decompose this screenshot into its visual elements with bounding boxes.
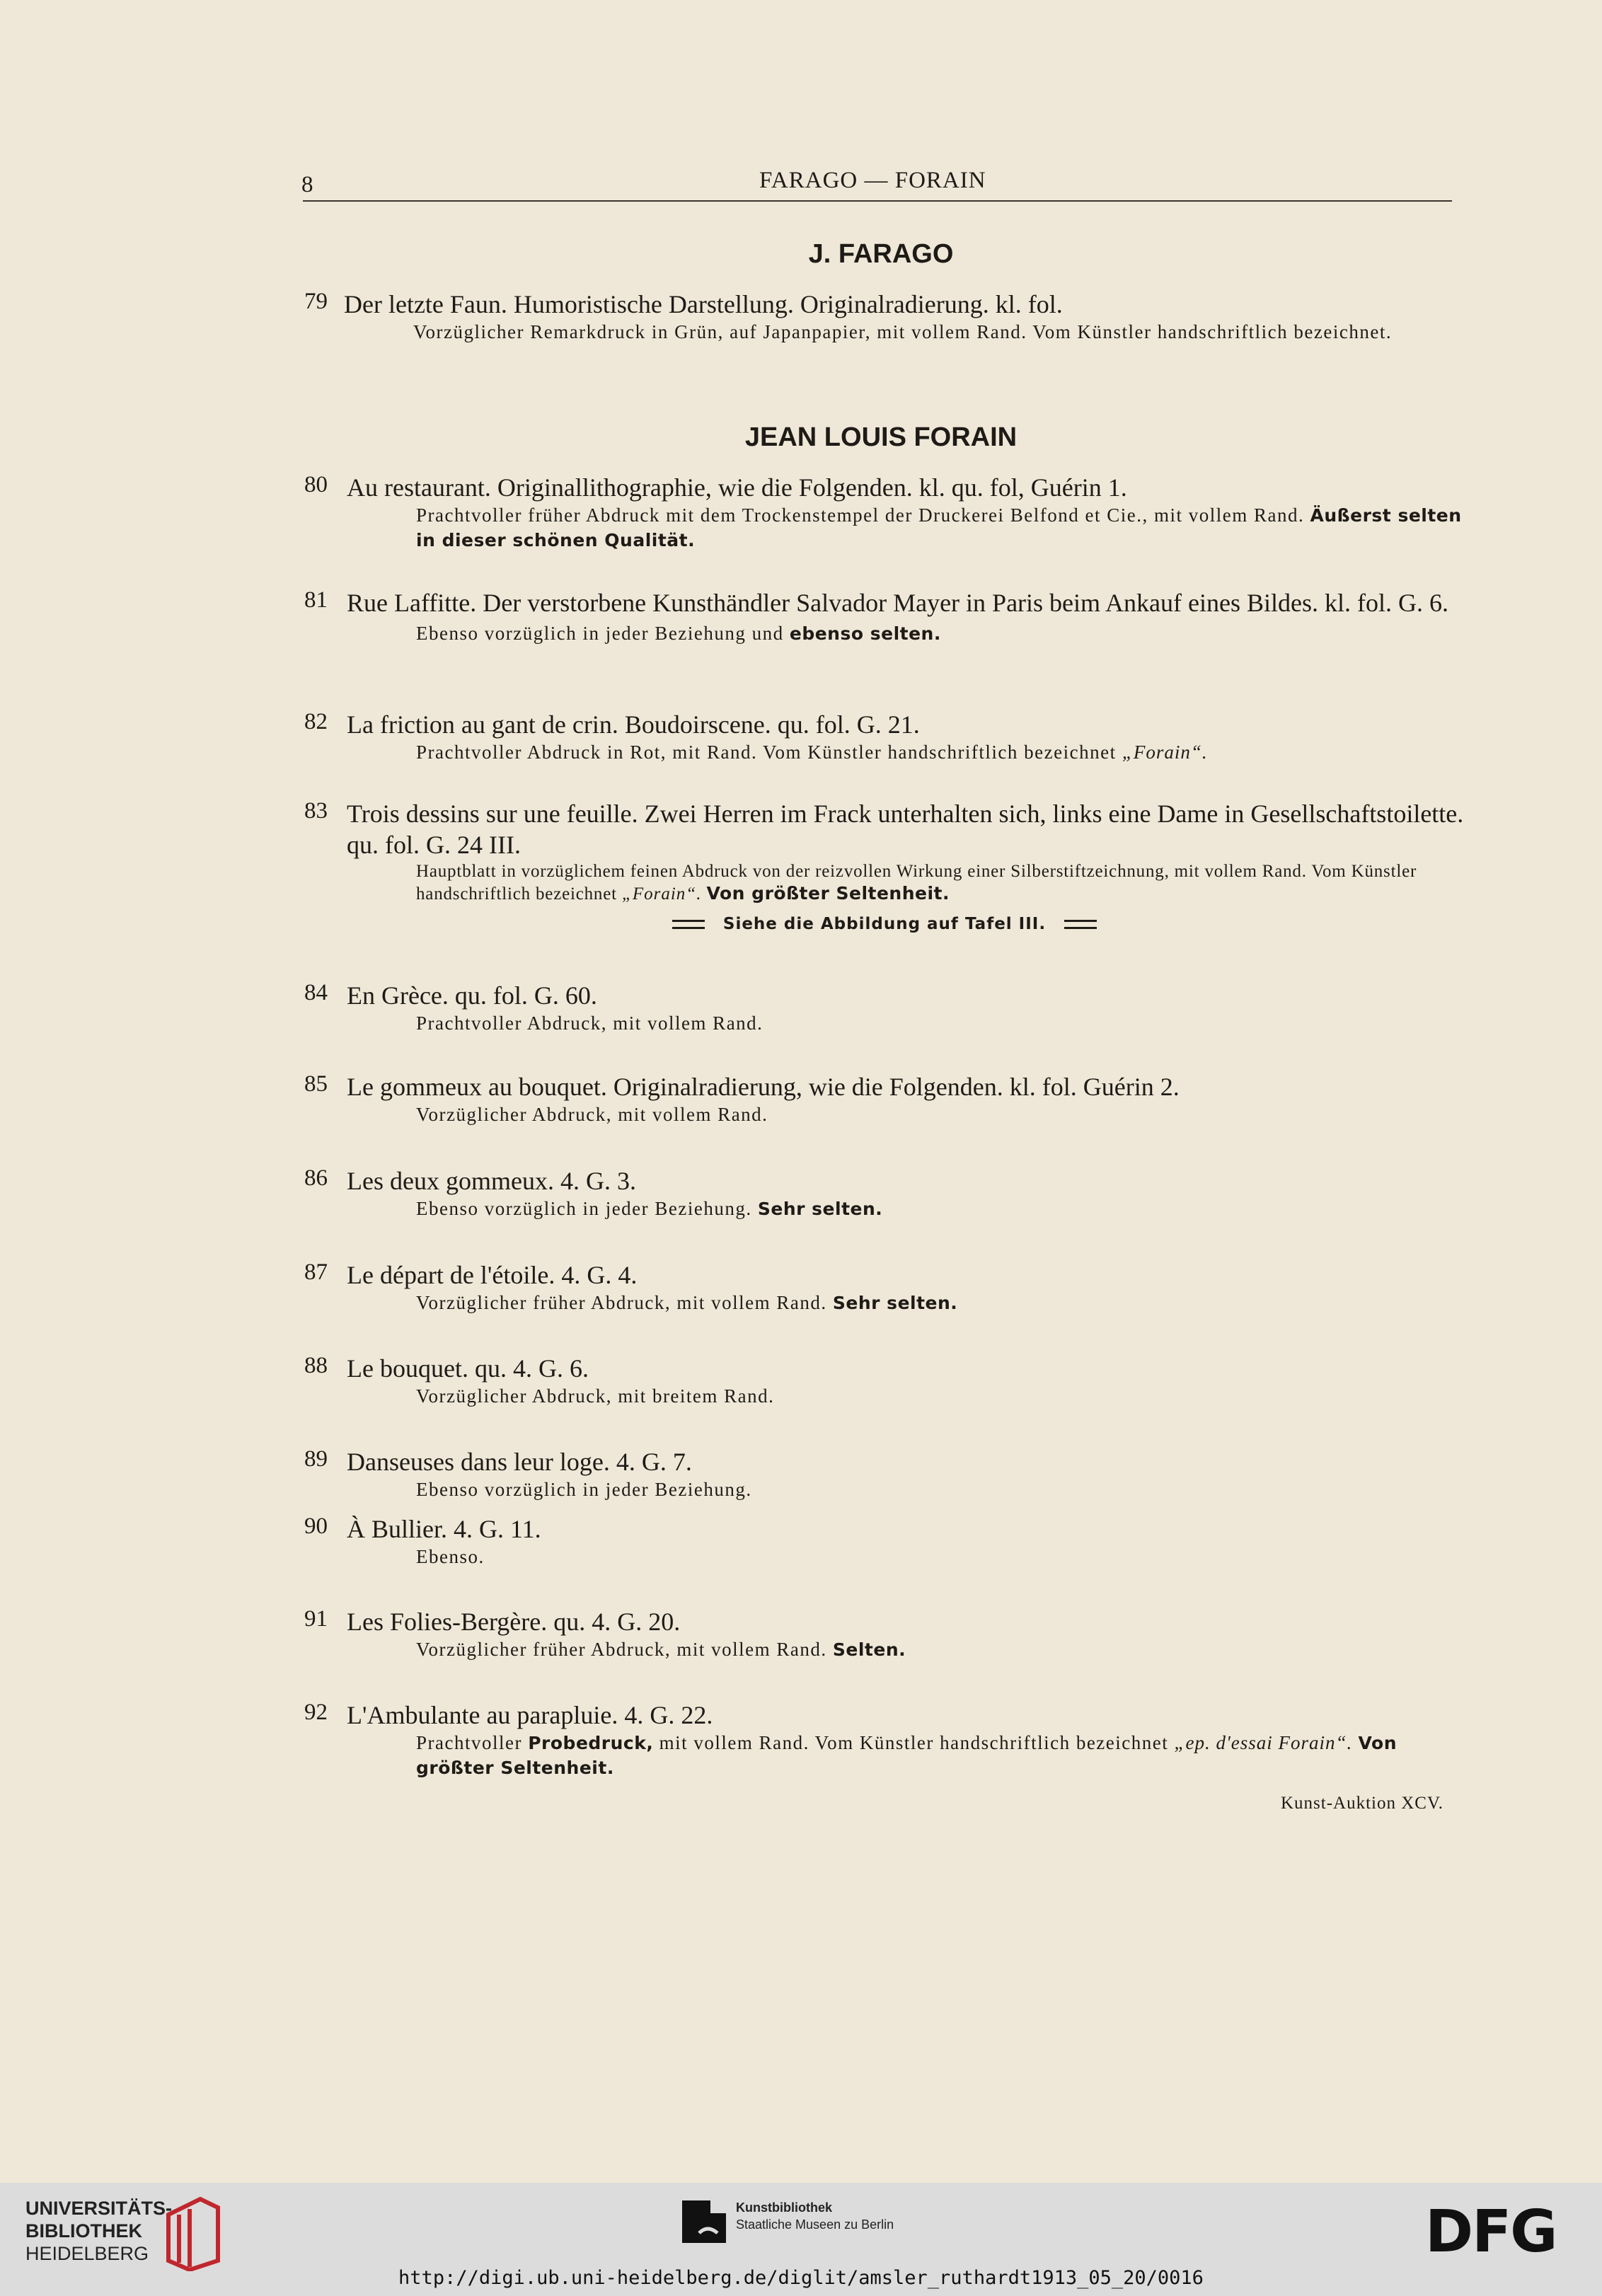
- entry-title: En Grèce. qu. fol. G. 60.: [347, 981, 597, 1010]
- note-emphasis: Äußerst selten in dieser schönen Qualität.: [416, 505, 1462, 550]
- signature-line: Kunst-Auktion XCV.: [1281, 1794, 1444, 1813]
- page-number: 8: [301, 172, 314, 197]
- note-text: Prachtvoller: [416, 1732, 522, 1753]
- note-emphasis: ebenso selten.: [789, 623, 941, 644]
- entry-number: 86: [304, 1165, 328, 1191]
- catalog-entry: [304, 1071, 1465, 1126]
- entry-title: Les Folies-Bergère. qu. 4. G. 20.: [347, 1608, 681, 1636]
- note-emphasis: Sehr selten.: [832, 1293, 958, 1313]
- entry-title: Le gommeux au bouquet. Originalradierung, wie die Folgenden. kl. fol. Guérin 2.: [347, 1073, 1180, 1101]
- entry-number: 79: [304, 289, 328, 314]
- entry-number: 85: [304, 1071, 328, 1097]
- entry-note: Ebenso.: [416, 1546, 485, 1567]
- entry-title: La friction au gant de crin. Boudoirscene. qu. fol. G. 21.: [347, 710, 920, 739]
- note-text: Vorzüglicher früher Abdruck, mit vollem Rand.: [416, 1292, 827, 1313]
- section-heading-farago: J. FARAGO: [808, 239, 954, 269]
- double-rule-left: [672, 920, 705, 929]
- entry-number: 83: [304, 798, 328, 824]
- catalog-entry: [304, 980, 1465, 1035]
- entry-note: [416, 1291, 1465, 1315]
- entry-note: [416, 1731, 1465, 1780]
- plate-text: Siehe die Abbildung auf Tafel III.: [722, 915, 1047, 933]
- header-rule: [303, 200, 1452, 202]
- entry-number: 84: [304, 980, 328, 1005]
- kunstbibliothek-sub: Staatliche Museen zu Berlin: [736, 2217, 894, 2232]
- entry-note: [416, 1637, 1465, 1662]
- entry-number: 87: [304, 1259, 328, 1285]
- note-emphasis: Sehr selten.: [757, 1199, 883, 1219]
- note-emphasis-inline: Probedruck,: [528, 1733, 654, 1753]
- library-line-1: UNIVERSITÄTS-: [25, 2198, 173, 2219]
- entry-note: [416, 740, 1465, 764]
- entry-title: Rue Laffitte. Der verstorbene Kunsthändler Salvador Mayer in Paris beim Ankauf eines Bildes. kl. fol. G. 6.: [347, 589, 1448, 617]
- note-emphasis: Von größter Seltenheit.: [706, 883, 950, 904]
- catalog-entry: [304, 1513, 1465, 1569]
- note-signature: „Forain“.: [1122, 742, 1208, 763]
- library-line-2: BIBLIOTHEK: [25, 2220, 142, 2242]
- note-text-continued: mit vollem Rand. Vom Künstler handschriftlich bezeichnet: [659, 1732, 1169, 1753]
- catalog-entry: [304, 587, 1465, 646]
- entry-title: Danseuses dans leur loge. 4. G. 7.: [347, 1448, 692, 1476]
- note-signature: „ep. d'essai Forain“.: [1174, 1732, 1353, 1753]
- entry-title: Le bouquet. qu. 4. G. 6.: [347, 1354, 589, 1383]
- entry-title: Trois dessins sur une feuille. Zwei Herren im Frack unterhalten sich, links eine Dame in Gesellschaftstoilette. qu. fol. G. 24 III.: [347, 800, 1464, 859]
- catalog-entry: [304, 1259, 1465, 1315]
- entry-number: 92: [304, 1700, 328, 1725]
- entry-title: L'Ambulante au parapluie. 4. G. 22.: [347, 1701, 713, 1729]
- entry-title: Le départ de l'étoile. 4. G. 4.: [347, 1261, 638, 1289]
- entry-title: À Bullier. 4. G. 11.: [347, 1515, 541, 1543]
- catalog-entry: [304, 798, 1465, 933]
- catalog-entry: [304, 1606, 1465, 1662]
- entry-number: 82: [304, 709, 328, 734]
- running-title: FARAGO — FORAIN: [759, 168, 986, 193]
- library-line-3: HEIDELBERG: [25, 2243, 149, 2264]
- entry-note: [416, 503, 1465, 553]
- entry-number: 80: [304, 472, 328, 497]
- entry-note: [416, 621, 1465, 646]
- entry-number: 81: [304, 587, 328, 613]
- double-rule-right: [1064, 920, 1097, 929]
- entry-note: [416, 860, 1465, 905]
- entry-number: 88: [304, 1353, 328, 1378]
- dfg-logo[interactable]: DFG: [1425, 2198, 1557, 2266]
- note-text: Prachtvoller früher Abdruck mit dem Trockenstempel der Druckerei Belfond et Cie., mit vollem Rand.: [416, 504, 1305, 526]
- catalog-entry: [304, 1700, 1465, 1780]
- entry-title: Les deux gommeux. 4. G. 3.: [347, 1167, 636, 1195]
- entry-note: Ebenso vorzüglich in jeder Beziehung.: [416, 1479, 752, 1500]
- catalog-entry: [304, 1165, 1465, 1221]
- catalog-entry: [304, 472, 1465, 553]
- catalog-entry: [304, 1446, 1465, 1501]
- kunstbibliothek-logo-icon[interactable]: [682, 2200, 729, 2243]
- note-text: Ebenso vorzüglich in jeder Beziehung und: [416, 623, 784, 644]
- entry-number: 89: [304, 1446, 328, 1472]
- section-heading-forain: JEAN LOUIS FORAIN: [744, 422, 1018, 452]
- note-emphasis: Selten.: [832, 1639, 906, 1660]
- note-signature: „Forain“.: [621, 884, 702, 904]
- entry-note: Vorzüglicher Abdruck, mit vollem Rand.: [416, 1104, 768, 1125]
- plate-reference: [304, 915, 1465, 933]
- entry-note: Prachtvoller Abdruck, mit vollem Rand.: [416, 1013, 763, 1034]
- entry-title: Der letzte Faun. Humoristische Darstellung. Originalradierung. kl. fol.: [344, 290, 1063, 318]
- kunstbibliothek-label: [736, 2199, 894, 2233]
- entry-title: Au restaurant. Originallithographie, wie die Folgenden. kl. qu. fol, Guérin 1.: [347, 473, 1127, 502]
- note-text: Prachtvoller Abdruck in Rot, mit Rand. Vom Künstler handschriftlich bezeichnet: [416, 742, 1117, 763]
- note-text: Hauptblatt in vorzüglichem feinen Abdruck von der reizvollen Wirkung einer Silberstiftzeichnung, mit vollem Rand. Vom Künstler handschriftlich bezeichnet: [416, 862, 1417, 904]
- university-library-logo-icon[interactable]: [161, 2193, 225, 2271]
- note-emphasis: Von größter Seltenheit.: [416, 1733, 1398, 1778]
- entry-note: Vorzüglicher Abdruck, mit breitem Rand.: [416, 1385, 775, 1407]
- catalog-entry: [304, 289, 1465, 344]
- entry-number: 90: [304, 1513, 328, 1539]
- note-text: Ebenso vorzüglich in jeder Beziehung.: [416, 1198, 752, 1219]
- entry-note: [416, 1196, 1465, 1221]
- kunstbibliothek-name: Kunstbibliothek: [736, 2200, 832, 2215]
- university-library-label: [25, 2197, 172, 2265]
- catalog-entry: [304, 1353, 1465, 1408]
- entry-number: 91: [304, 1606, 328, 1632]
- entry-note: Vorzüglicher Remarkdruck in Grün, auf Japanpapier, mit vollem Rand. Vom Künstler handschriftlich bezeichnet.: [413, 321, 1393, 342]
- catalog-entry: [304, 709, 1465, 764]
- permalink-url[interactable]: http://digi.ub.uni-heidelberg.de/diglit/amsler_ruthardt1913_05_20/0016: [398, 2267, 1204, 2289]
- note-text: Vorzüglicher früher Abdruck, mit vollem Rand.: [416, 1639, 827, 1660]
